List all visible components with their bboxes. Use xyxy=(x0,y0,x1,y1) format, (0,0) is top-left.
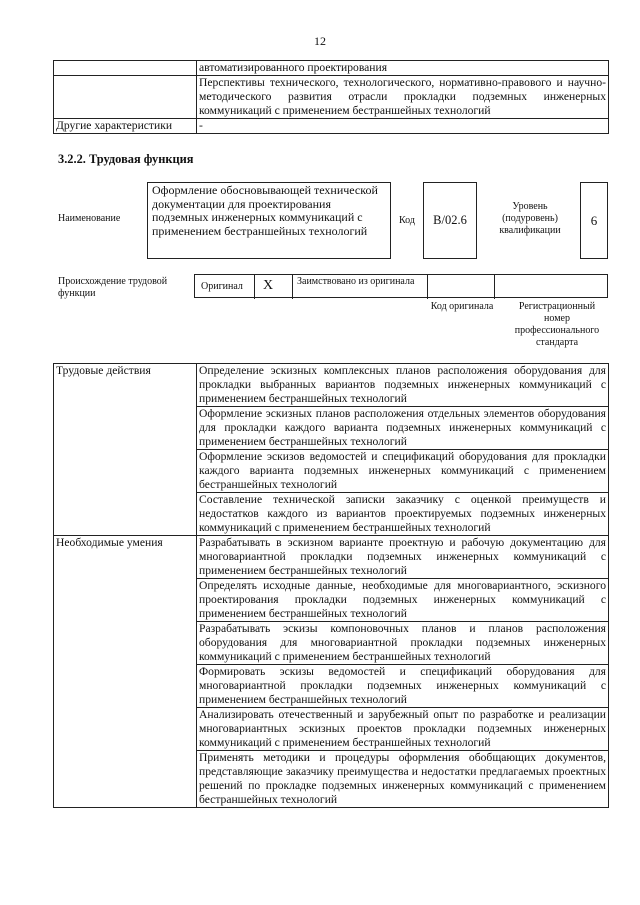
labor-action-item: Оформление эскизных планов расположения отдельных элементов оборудования для прокладки каждого варианта подземных инженерных коммуникаций с применением бестраншейных технологий xyxy=(197,407,609,450)
table-cell: Перспективы технического, технологического, нормативно-правового и научно-методического развития отрасли прокладки подземных инженерных коммуникаций с применением бестраншейных технологий xyxy=(197,76,609,119)
code-original-cell xyxy=(428,275,495,299)
reg-number-cell xyxy=(495,275,609,299)
level-value-box: 6 xyxy=(580,182,608,259)
skill-item: Анализировать отечественный и зарубежный опыт по разработке и реализации многовариантных эскизных проектов прокладки подземных инженерных коммуникаций с применением бестраншейных технологий xyxy=(197,708,609,751)
labor-action-item: Составление технической записки заказчику с оценкой преимуществ и недостатков каждого из вариантов проектируемых подземных инженерных коммуникаций с применением бестраншейных технологий xyxy=(197,493,609,536)
borrowed-cell xyxy=(293,275,428,299)
original-mark: X xyxy=(263,278,274,293)
table-cell: автоматизированного проектирования xyxy=(197,61,609,76)
code-label: Код xyxy=(399,215,415,226)
skill-item: Применять методики и процедуры оформления обобщающих документов, представляющие заказчику преимущества и недостатки предлагаемых проектных решений по прокладке подземных инженерных коммуникаций с применением бестраншейных технологий xyxy=(197,751,609,808)
name-label: Наименование xyxy=(58,213,121,224)
skill-item: Разрабатывать эскизы компоновочных планов и планов расположения оборудования для многовариантной прокладки подземных инженерных коммуникаций с применением бестраншейных технологий xyxy=(197,622,609,665)
empty-cell xyxy=(54,61,197,76)
labor-action-item: Оформление эскизов ведомостей и спецификаций оборудования для прокладки каждого варианта подземных инженерных коммуникаций с применением бестраншейных технологий xyxy=(197,450,609,493)
origin-row xyxy=(194,274,608,298)
table-row xyxy=(54,61,609,76)
original-label: Оригинал xyxy=(201,281,243,292)
table-row xyxy=(54,364,609,407)
table-row xyxy=(54,536,609,579)
skill-item: Разрабатывать в эскизном варианте проектную и рабочую документацию для многовариантной прокладки подземных инженерных коммуникаций с применением бестраншейных технологий xyxy=(197,536,609,579)
skill-item: Определять исходные данные, необходимые для многовариантного, эскизного проектирования прокладки подземных инженерных коммуникаций с применением бестраншейных технологий xyxy=(197,579,609,622)
characteristics-table xyxy=(53,60,609,134)
empty-cell xyxy=(54,76,197,119)
code-value-box: B/02.6 xyxy=(423,182,477,259)
skills-label: Необходимые умения xyxy=(54,536,197,808)
function-name-box: Оформление обосновывающей технической документации для проектирования подземных инженерных коммуникаций с применением бестраншейных технологий xyxy=(147,182,391,259)
skill-item: Формировать эскизы ведомостей и спецификаций оборудования для многовариантной прокладки подземных инженерных коммуникаций с применением бестраншейных технологий xyxy=(197,665,609,708)
table-cell: - xyxy=(197,119,609,134)
labor-function-table xyxy=(53,363,609,808)
original-mark-cell xyxy=(255,275,293,299)
original-cell xyxy=(195,275,255,299)
level-label: Уровень (подуровень) квалификации xyxy=(499,201,561,236)
table-row xyxy=(54,76,609,119)
borrowed-label: Заимствовано из оригинала xyxy=(297,276,415,287)
labor-actions-label: Трудовые действия xyxy=(54,364,197,536)
page-number: 12 xyxy=(314,34,326,48)
section-title: 3.2.2. Трудовая функция xyxy=(58,152,194,166)
row-label: Другие характеристики xyxy=(54,119,197,134)
origin-label: Происхождение трудовой функции xyxy=(58,276,168,299)
code-original-caption: Код оригинала xyxy=(430,301,494,312)
labor-action-item: Определение эскизных комплексных планов расположения оборудования для прокладки выбранных вариантов подземных инженерных коммуникаций с применением бестраншейных технологий xyxy=(197,364,609,407)
table-row xyxy=(54,119,609,134)
reg-number-caption: Регистрационный номер профессионального стандарта xyxy=(514,301,600,348)
